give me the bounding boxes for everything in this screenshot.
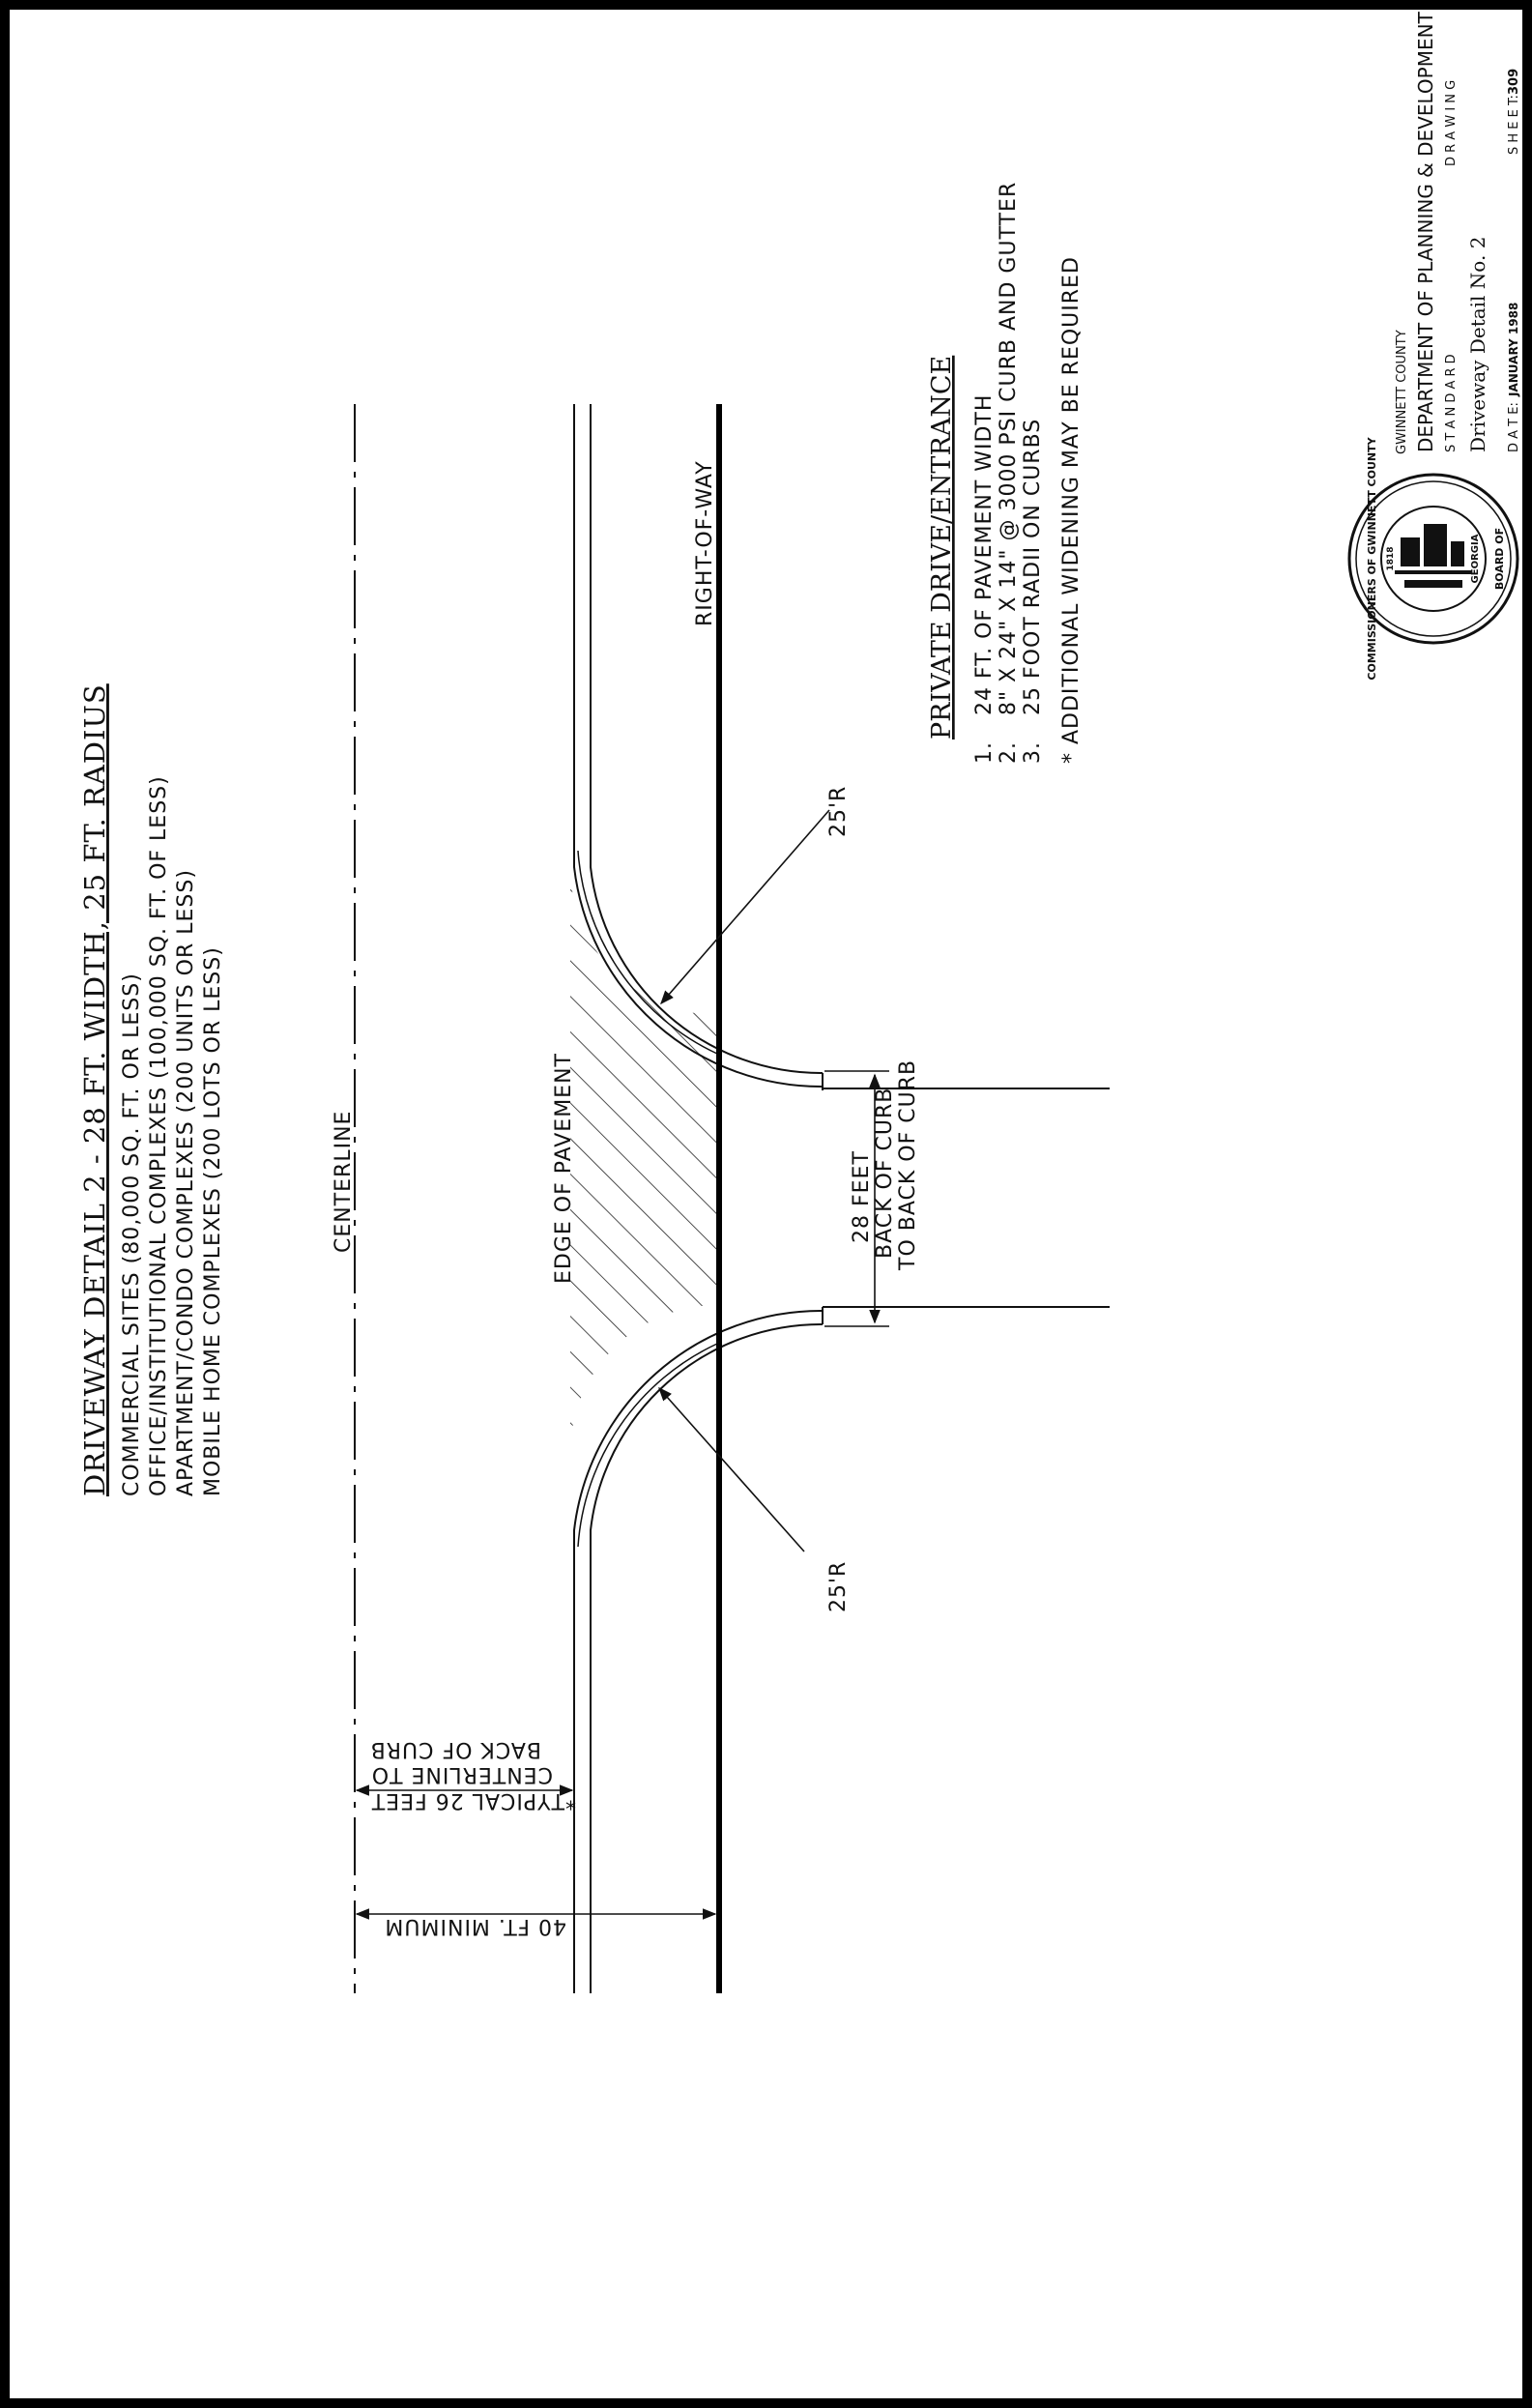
department-name: DEPARTMENT OF PLANNING & DEVELOPMENT bbox=[1414, 12, 1437, 452]
note-text: 8" X 24" X 14" @ 3000 PSI CURB AND GUTTER bbox=[997, 181, 1021, 715]
site-item: COMMERCIAL SITES (80,000 SQ. FT. OR LESS) bbox=[120, 972, 144, 1496]
detail-title-block bbox=[78, 683, 111, 1496]
minimum-label: 40 FT. MINIMUM bbox=[384, 1914, 566, 1938]
drawing-name: Driveway Detail No. 2 bbox=[1466, 236, 1489, 452]
notes-footnote: * ADDITIONAL WIDENING MAY BE REQUIRED bbox=[1059, 256, 1084, 764]
radius-label-right: 25'R bbox=[826, 785, 851, 837]
width-label-1: 28 FEET bbox=[850, 1150, 874, 1243]
county-seal bbox=[1349, 436, 1518, 680]
width-label-3: TO BACK OF CURB bbox=[896, 1059, 920, 1270]
svg-text:GEORGIA: GEORGIA bbox=[1470, 534, 1481, 584]
width-label-2: BACK OF CURB bbox=[873, 1087, 897, 1259]
title-block bbox=[1395, 11, 1521, 454]
note-number: 1. bbox=[972, 741, 997, 764]
svg-text:1818: 1818 bbox=[1386, 546, 1396, 571]
county-name: GWINNETT COUNTY bbox=[1395, 330, 1409, 454]
typical-label-1: *TYPICAL 26 FEET bbox=[370, 1788, 576, 1813]
typical-label-3: BACK OF CURB bbox=[369, 1737, 541, 1761]
note-number: 3. bbox=[1021, 741, 1045, 764]
notes-heading: PRIVATE DRIVE/ENTRANCE bbox=[927, 355, 957, 740]
sheet-border bbox=[5, 5, 1527, 2403]
svg-text:BOARD OF: BOARD OF bbox=[1493, 527, 1506, 591]
private-drive-notes bbox=[927, 182, 1084, 764]
detail-title: DRIVEWAY DETAIL 2 - 28 FT. WIDTH, 25 FT. RADIUS bbox=[78, 683, 111, 1496]
centerline-label: CENTERLINE bbox=[332, 1110, 356, 1253]
applicable-site-list bbox=[120, 775, 225, 1496]
date-label: D A T E: bbox=[1507, 402, 1521, 452]
site-item: MOBILE HOME COMPLEXES (200 LOTS OR LESS) bbox=[201, 946, 225, 1496]
pavement-hatch bbox=[570, 867, 718, 1453]
radius-label-left: 25'R bbox=[826, 1560, 851, 1612]
svg-text:COMMISSIONERS OF GWINNETT COUN: COMMISSIONERS OF GWINNETT COUNTY bbox=[1366, 437, 1378, 681]
note-text: 24 FT. OF PAVEMENT WIDTH bbox=[972, 393, 997, 715]
drawing-label: D R A W I N G bbox=[1444, 79, 1459, 166]
sheet-label: S H E E T: bbox=[1507, 95, 1521, 155]
radius-leader-left bbox=[659, 1388, 804, 1552]
note-text: 25 FOOT RADII ON CURBS bbox=[1021, 418, 1045, 715]
edge-of-pavement-label: EDGE OF PAVEMENT bbox=[552, 1053, 576, 1284]
right-of-way-label: RIGHT-OF-WAY bbox=[693, 460, 717, 626]
typical-label-2: CENTERLINE TO bbox=[370, 1762, 553, 1786]
radius-leader-right bbox=[661, 810, 829, 1003]
sheet-number: 309 bbox=[1507, 68, 1521, 95]
date-value: JANUARY 1988 bbox=[1507, 302, 1520, 396]
note-number: 2. bbox=[997, 741, 1021, 764]
site-item: OFFICE/INSTITUTIONAL COMPLEXES (100,000 SQ. FT. OF LESS) bbox=[147, 775, 171, 1496]
site-item: APARTMENT/CONDO COMPLEXES (200 UNITS OR LESS) bbox=[174, 869, 198, 1496]
standard-label: S T A N D A R D bbox=[1444, 354, 1459, 452]
